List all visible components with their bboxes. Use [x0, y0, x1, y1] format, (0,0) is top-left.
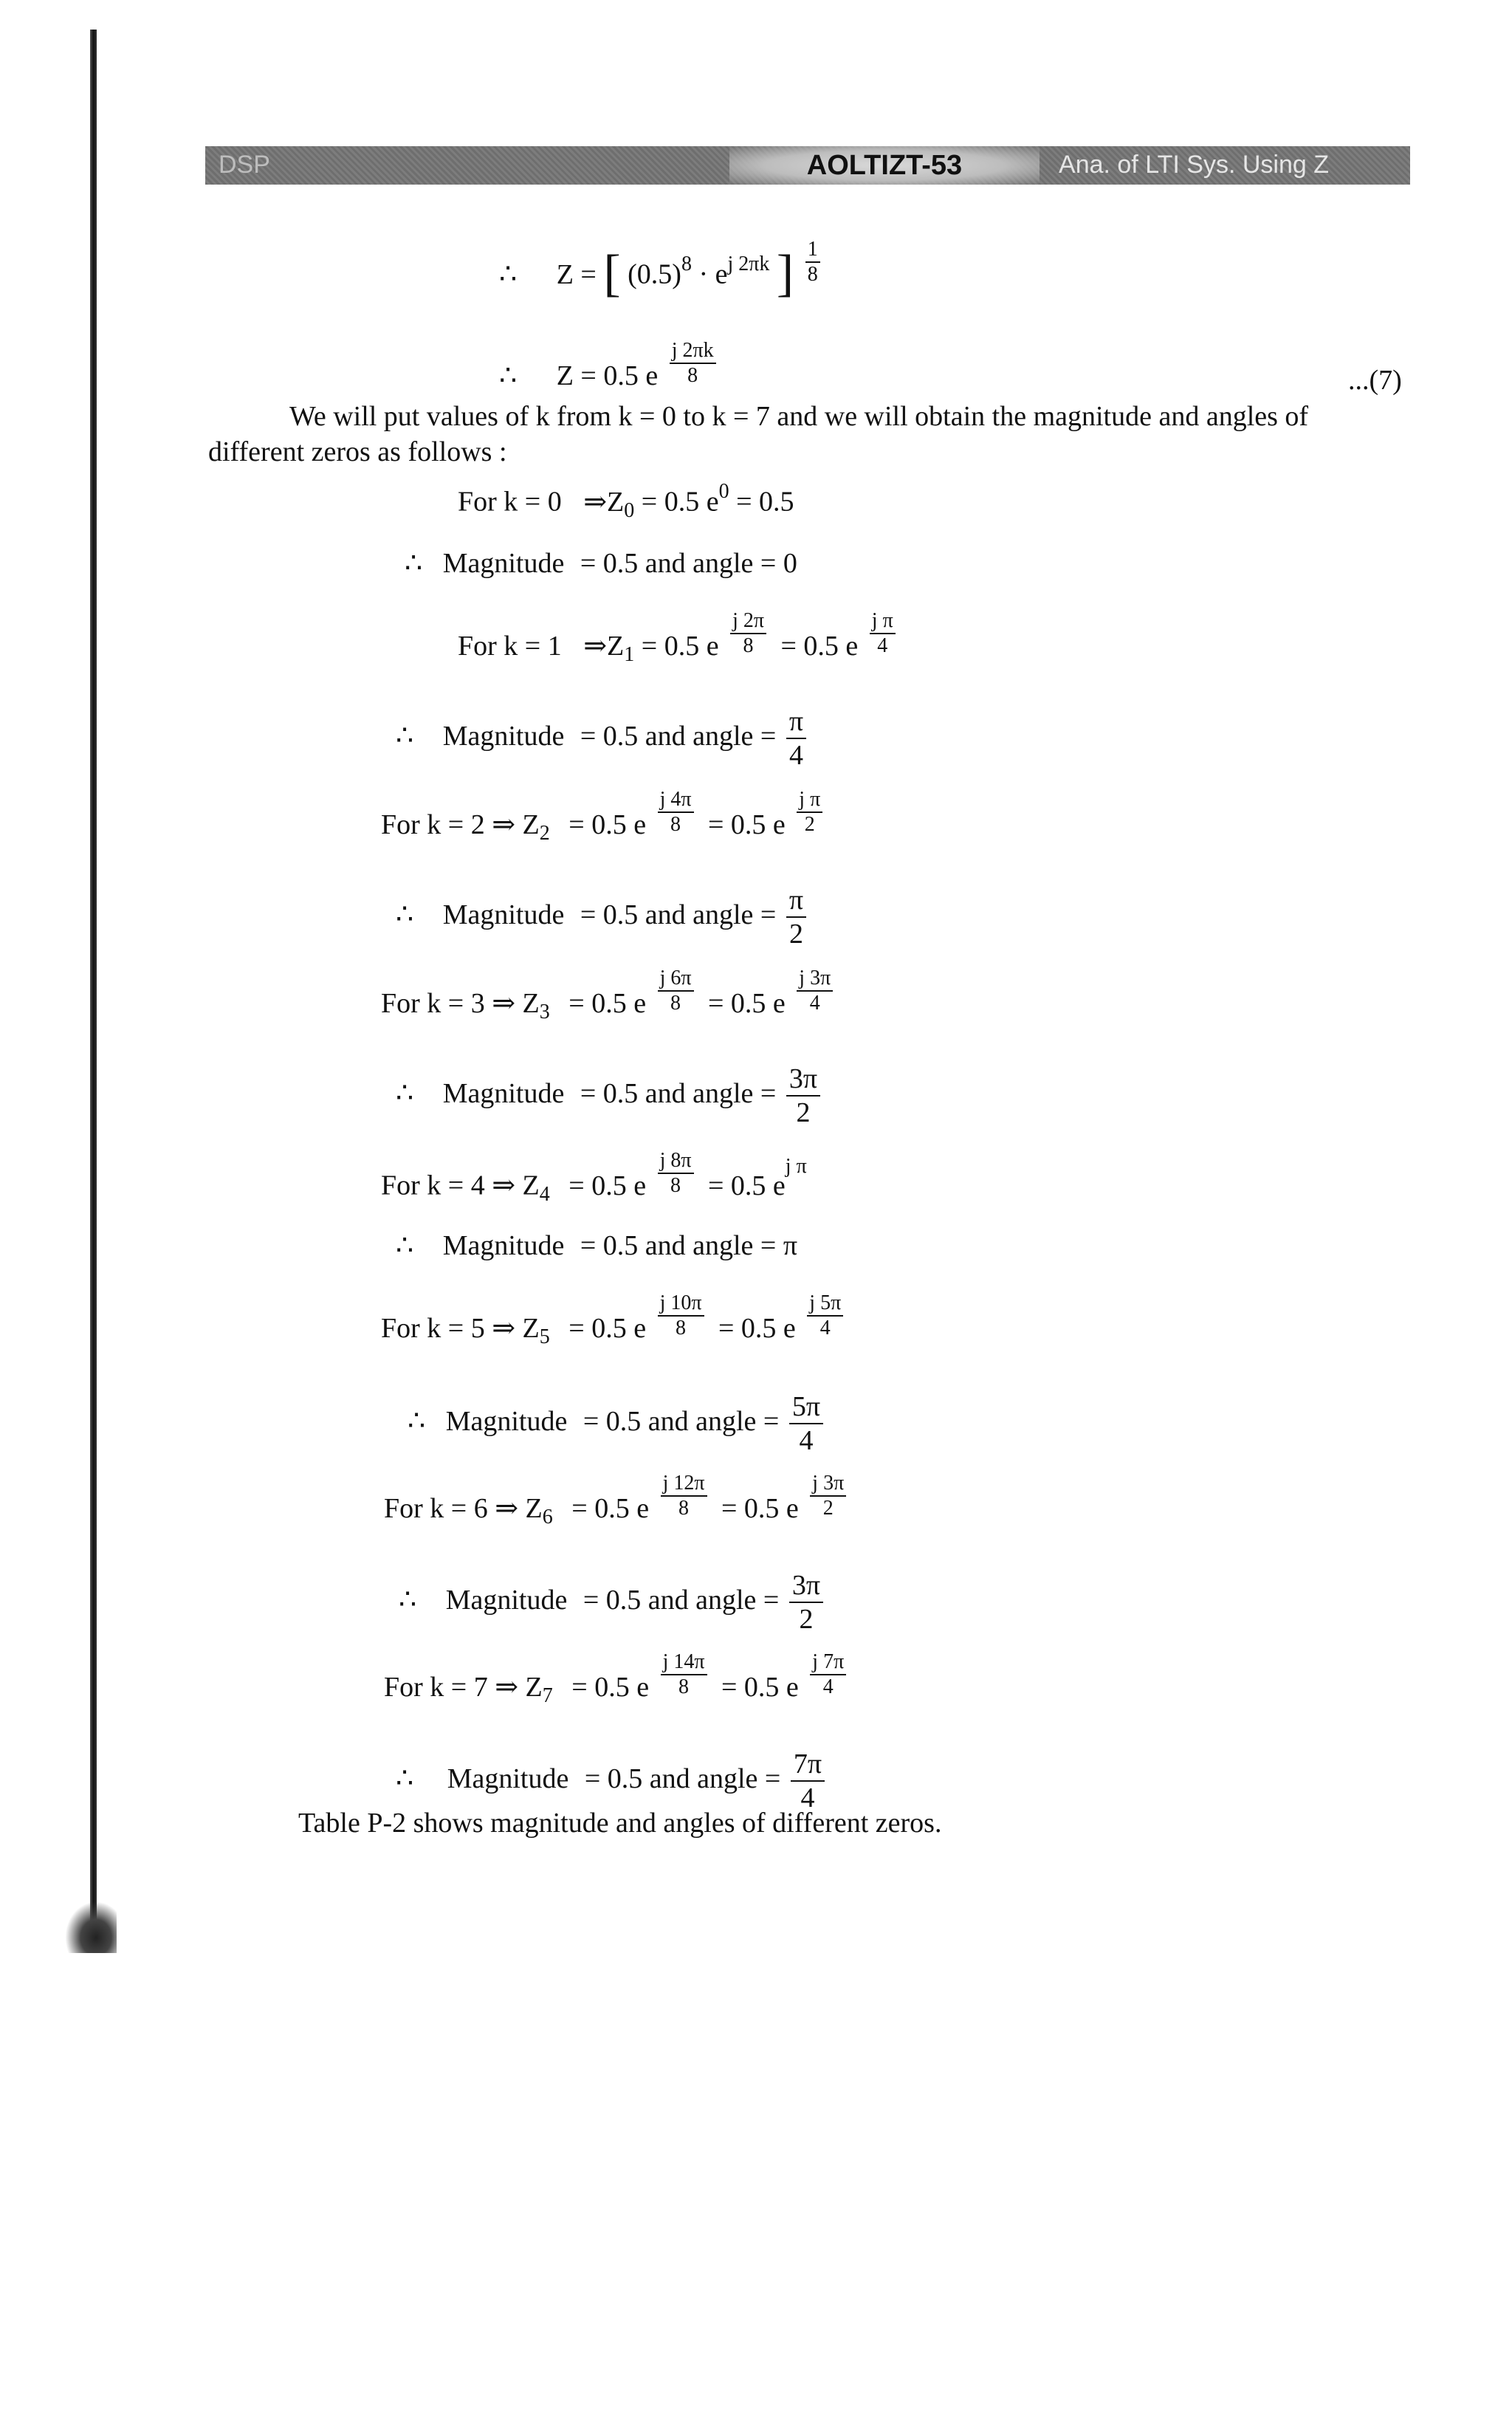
magnitude-k0: ∴ Magnitude = 0.5 and angle = 0	[405, 548, 797, 579]
row-k2: For k = 2 ⇒ $Z_2 = 0.5$ e $\frac{j 4\pi}{8}$ = 0.5 e $\frac{\text{j π}}{2}$	[381, 811, 822, 863]
magnitude-k5: ∴ Magnitude = 0.5 and angle = $\frac{5\pi}{4}$	[408, 1393, 826, 1455]
row-k0: For k = 0 $\Rightarrow Z_0 = 0.5$ $e^0 = 0.5$	[458, 480, 794, 522]
row-k4: For k = 4 ⇒ $Z_4 = 0.5$ e $\frac{j 8\pi}{8}$ = 0.5 $e^{j \pi}$	[381, 1148, 807, 1206]
closing-sentence: Table P-2 shows magnitude and angles of different zeros.	[298, 1808, 942, 1839]
header-left: DSP	[219, 151, 270, 179]
magnitude-k1: ∴ Magnitude = 0.5 and angle = $\frac{\pi}{4}$	[396, 707, 809, 769]
magnitude-k3: ∴ Magnitude = 0.5 and angle = $\frac{3\pi}{2}$	[396, 1065, 823, 1127]
row-k1: For k = 1 $\Rightarrow Z_1 = 0.5$ e $\frac{j 2\pi}{8}$ = 0.5 e $\frac{\text{j π}}{4}$	[458, 632, 896, 684]
magnitude-k6: ∴ Magnitude = 0.5 and angle = $\frac{3\pi}{2}$	[399, 1571, 826, 1633]
magnitude-k2: ∴ Magnitude = 0.5 and angle = $\frac{\pi}{2}$	[396, 886, 809, 948]
row-k6: For k = 6 ⇒ $Z_6 = 0.5$ e $\frac{j 12\pi}{8}$ = 0.5 e $\frac{j 3\pi}{2}$	[384, 1495, 846, 1547]
header-right: Ana. of LTI Sys. Using Z	[1059, 151, 1329, 179]
header-center: AOLTIZT-53	[729, 146, 1040, 185]
row-k7: For k = 7 ⇒ $Z_7 = 0.5$ e $\frac{j 14\pi}{8}$ = 0.5 e $\frac{j 7\pi}{4}$	[384, 1673, 846, 1726]
equation-number: ...(7)	[1348, 365, 1402, 396]
equation-z-general: ∴ Z = 0.5 e $\frac{j 2\pi k}{8}$	[499, 362, 716, 414]
row-k5: For k = 5 ⇒ $Z_5 = 0.5$ e $\frac{j 10\pi}{8}$ = 0.5 e $\frac{j 5\pi}{4}$	[381, 1314, 843, 1367]
magnitude-k7: ∴ Magnitude = 0.5 and angle = $\frac{7\pi}{4}$	[396, 1750, 828, 1812]
intro-paragraph: We will put values of k from k = 0 to k = 7 and we will obtain the magnitude and angles of different zeros as follows :	[208, 401, 1309, 467]
magnitude-k4: ∴ Magnitude = 0.5 and angle = π	[396, 1230, 798, 1261]
equation-z-root: ∴ Z = [ $(0.5)^8 \cdot e^{j 2\pi k}$ ] $\frac{1}{8}$	[499, 251, 820, 313]
row-k3: For k = 3 ⇒ $Z_3 = 0.5$ e $\frac{j 6\pi}{8}$ = 0.5 e $\frac{j 3\pi}{4}$	[381, 989, 833, 1042]
outer-exponent: $\frac{1}{8}$	[805, 239, 820, 285]
